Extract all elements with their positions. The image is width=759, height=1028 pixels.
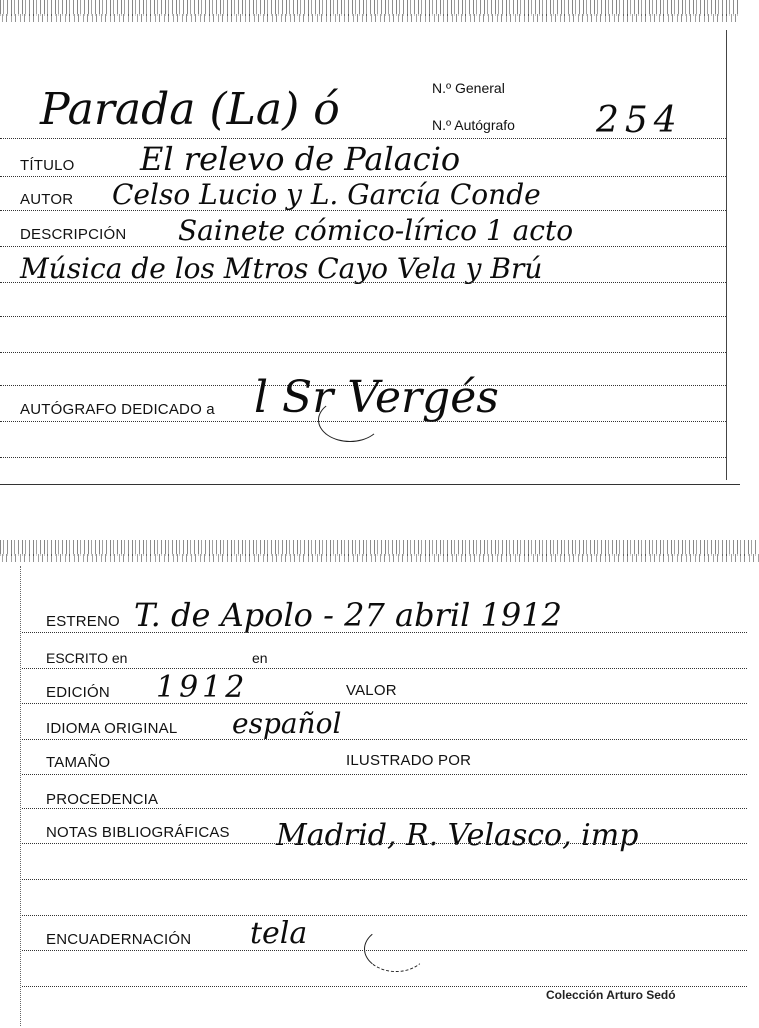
estreno-label: ESTRENO [46,613,120,630]
encuadernacion-label: ENCUADERNACIÓN [46,931,192,948]
idioma-label: IDIOMA ORIGINAL [46,720,178,737]
card-bottom-border [0,484,740,485]
ilustrado-label: ILUSTRADO POR [346,752,472,769]
rule-line [0,246,726,247]
autor-value: Celso Lucio y L. García Conde [112,178,541,211]
rule-line [0,210,726,211]
descripcion-line2: Música de los Mtros Cayo Vela y Brú [20,252,543,285]
rule-line [0,282,726,283]
rule-line [22,632,747,633]
main-title-handwritten: Parada (La) ó [40,84,340,135]
rule-line [22,739,747,740]
encuadernacion-value: tela [250,916,308,951]
rule-line [0,421,726,422]
collection-footer: Colección Arturo Sedó [546,988,676,1002]
catalog-card-back [0,540,759,1028]
valor-label: VALOR [346,682,397,699]
rule-line [22,915,747,916]
card-left-border [20,566,21,1026]
card-top-edge-speckle-2 [0,554,759,562]
notas-value: Madrid, R. Velasco, imp [276,818,639,853]
rule-line [0,352,726,353]
titulo-value: El relevo de Palacio [140,140,461,178]
descripcion-value: Sainete cómico-lírico 1 acto [178,214,574,247]
descripcion-label: DESCRIPCIÓN [20,226,127,243]
idioma-value: español [232,707,342,740]
general-number-label: N.º General [432,80,505,96]
rule-line [0,316,726,317]
procedencia-label: PROCEDENCIA [46,791,159,808]
rule-line [22,879,747,880]
rule-line [22,950,747,951]
rule-line [22,703,747,704]
stamp-arc-mark [364,926,428,972]
card-right-border [726,30,727,480]
rule-line [22,843,747,844]
card-top-edge-speckle-2 [0,14,740,22]
edicion-label: EDICIÓN [46,684,110,701]
rule-line [22,986,747,987]
dedicado-label: AUTÓGRAFO DEDICADO a [20,401,215,418]
tamano-label: TAMAÑO [46,754,111,771]
titulo-label: TÍTULO [20,157,75,174]
escrito-en-label: en [252,650,268,666]
rule-line [22,774,747,775]
catalog-card-front [0,0,740,490]
rule-line [0,457,726,458]
rule-line [0,176,726,177]
rule-line [22,668,747,669]
edicion-value: 1912 [156,670,249,705]
notas-label: NOTAS BIBLIOGRÁFICAS [46,824,230,841]
rule-line [22,808,747,809]
dedicado-value: l Sr Vergés [254,372,499,423]
rule-line [0,138,726,139]
autograph-number-value: 254 [596,100,683,141]
escrito-label: ESCRITO en [46,650,128,666]
autograph-number-label: N.º Autógrafo [432,117,515,133]
stamp-arc-mark [318,398,382,442]
autor-label: AUTOR [20,191,74,208]
estreno-value: T. de Apolo - 27 abril 1912 [134,596,562,634]
